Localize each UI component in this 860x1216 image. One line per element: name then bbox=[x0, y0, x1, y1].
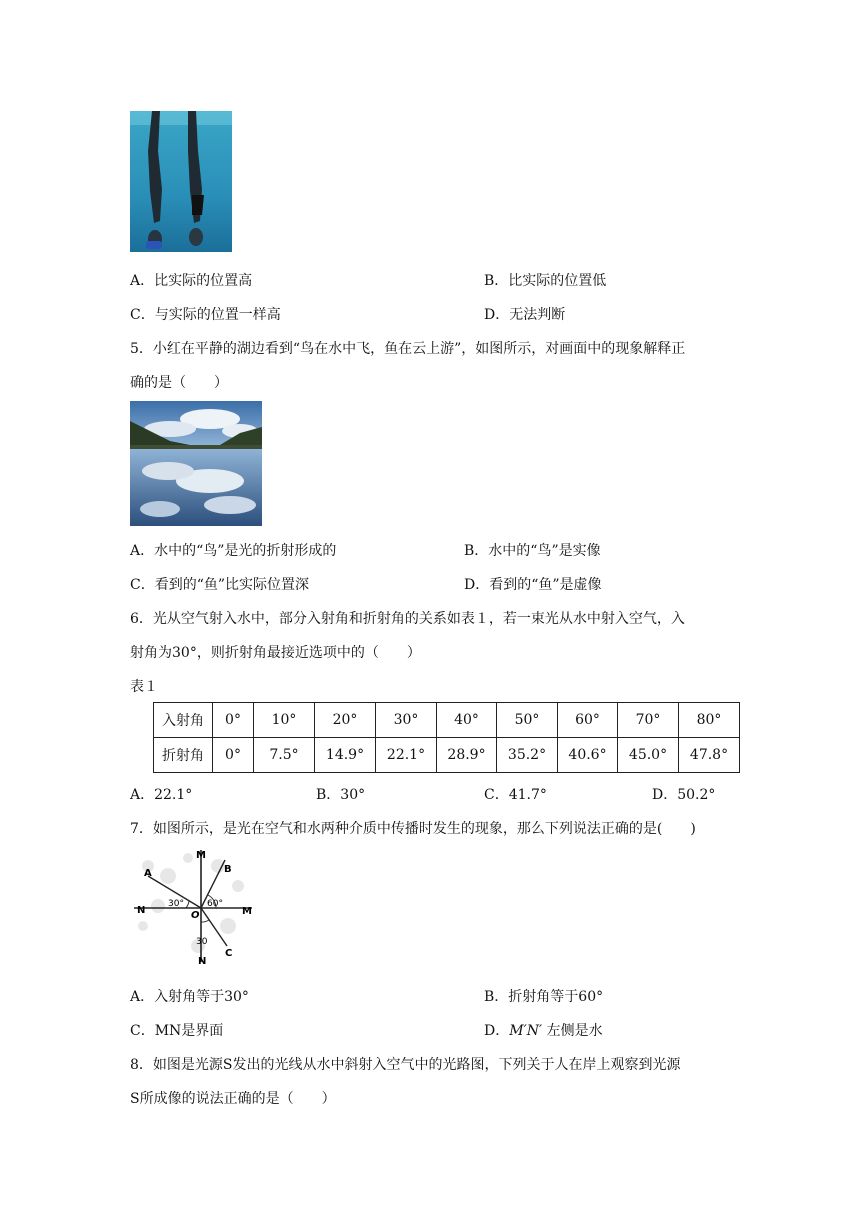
refraction-diagram bbox=[128, 846, 258, 968]
q6-option-b: B．30° bbox=[316, 787, 366, 803]
table-cell: 14.9° bbox=[315, 738, 376, 773]
q6-stem-line1: 6．光从空气射入水中，部分入射角和折射角的关系如表１，若一束光从水中射入空气，入 bbox=[130, 611, 685, 627]
q5-stem-line2: 确的是（ ） bbox=[130, 375, 228, 391]
table-row-refraction bbox=[154, 738, 740, 773]
table-cell: 20° bbox=[315, 703, 376, 738]
q7-stem-line1: 7．如图所示，是光在空气和水两种介质中传播时发生的现象，那么下列说法正确的是( ) bbox=[130, 821, 696, 837]
q5-option-a: A．水中的“鸟”是光的折射形成的 bbox=[130, 543, 337, 559]
table-cell: 28.9° bbox=[437, 738, 497, 773]
label-N-left: N bbox=[137, 905, 146, 916]
q8-stem-line2: S所成像的说法正确的是（ ） bbox=[130, 1091, 336, 1107]
table-cell: 80° bbox=[679, 703, 740, 738]
table-cell: 0° bbox=[213, 703, 254, 738]
lake-reflection-photo bbox=[130, 401, 262, 526]
row-header-refraction: 折射角 bbox=[154, 738, 213, 773]
q7-option-d-math: M′N′ bbox=[509, 1023, 543, 1039]
q4-option-d: D．无法判断 bbox=[484, 307, 566, 323]
table-cell: 40.6° bbox=[558, 738, 618, 773]
incidence-refraction-table bbox=[153, 702, 740, 773]
label-O: O bbox=[191, 910, 200, 921]
table-cell: 47.8° bbox=[679, 738, 740, 773]
table-cell: 30° bbox=[376, 703, 437, 738]
angle-bottom: 30 bbox=[196, 937, 208, 947]
q4-option-c: C．与实际的位置一样高 bbox=[130, 307, 281, 323]
table-row-incidence bbox=[154, 703, 740, 738]
table-cell: 50° bbox=[497, 703, 558, 738]
q6-option-a: A．22.1° bbox=[130, 787, 193, 803]
row-header-incidence: 入射角 bbox=[154, 703, 213, 738]
q6-stem-line2: 射角为30°，则折射角最接近选项中的（ ） bbox=[130, 645, 421, 661]
table-cell: 22.1° bbox=[376, 738, 437, 773]
table-cell: 70° bbox=[618, 703, 679, 738]
q8-stem-line1: 8．如图是光源S发出的光线从水中斜射入空气中的光路图，下列关于人在岸上观察到光源 bbox=[130, 1057, 681, 1073]
q4-option-b: B．比实际的位置低 bbox=[484, 273, 607, 289]
table-cell: 40° bbox=[437, 703, 497, 738]
q5-option-d: D．看到的“鱼”是虚像 bbox=[464, 577, 602, 593]
table-cell: 45.0° bbox=[618, 738, 679, 773]
q6-option-d: D．50.2° bbox=[652, 787, 716, 803]
q7-option-b: B．折射角等于60° bbox=[484, 989, 604, 1005]
label-B: B bbox=[224, 864, 232, 875]
q6-option-c: C．41.7° bbox=[484, 787, 547, 803]
angle-right: 60° bbox=[207, 899, 223, 909]
table-cell: 10° bbox=[254, 703, 315, 738]
table-cell: 35.2° bbox=[497, 738, 558, 773]
q7-option-d-prefix: D． bbox=[484, 1023, 510, 1039]
q5-option-c: C．看到的“鱼”比实际位置深 bbox=[130, 577, 310, 593]
q5-stem-line1: 5．小红在平静的湖边看到“鸟在水中飞，鱼在云上游”，如图所示，对画面中的现象解释正 bbox=[130, 341, 686, 357]
q7-option-d bbox=[484, 1020, 603, 1040]
table-cell: 0° bbox=[213, 738, 254, 773]
label-M-right: M bbox=[242, 906, 252, 917]
angle-left: 30° bbox=[168, 899, 184, 909]
table-cell: 60° bbox=[558, 703, 618, 738]
q7-option-d-suffix: 左侧是水 bbox=[542, 1023, 603, 1039]
q7-option-a: A．入射角等于30° bbox=[130, 989, 249, 1005]
table-caption: 表１ bbox=[130, 679, 158, 695]
table-cell: 7.5° bbox=[254, 738, 315, 773]
label-N-bottom: N bbox=[198, 956, 207, 967]
q5-option-b: B．水中的“鸟”是实像 bbox=[464, 543, 601, 559]
q7-option-c: C．MN是界面 bbox=[130, 1023, 224, 1039]
label-C: C bbox=[225, 948, 233, 959]
label-A: A bbox=[144, 868, 152, 879]
swimmers-underwater-photo bbox=[130, 111, 232, 252]
label-M-top: M bbox=[196, 850, 206, 861]
q4-option-a: A．比实际的位置高 bbox=[130, 273, 253, 289]
